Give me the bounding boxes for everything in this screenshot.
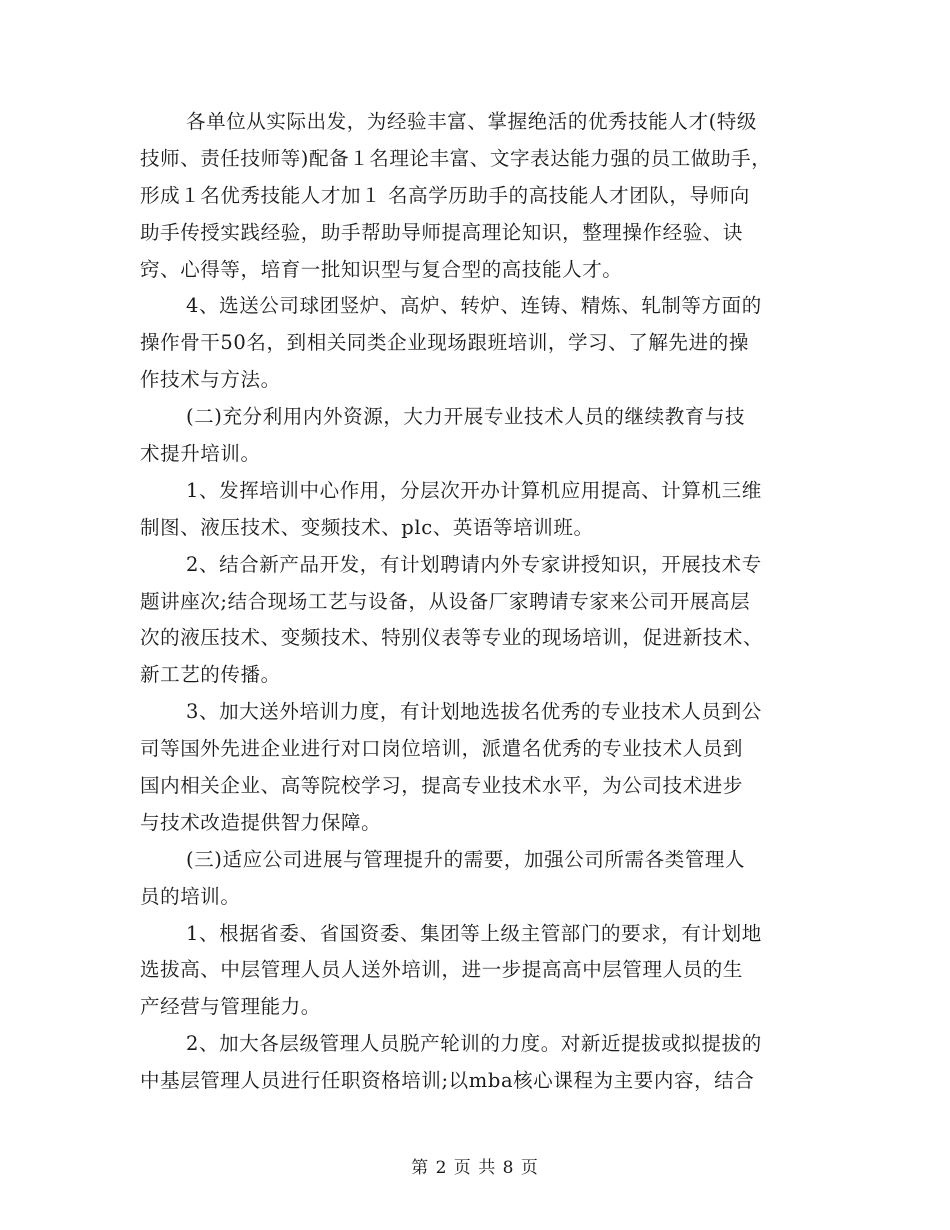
paragraph-line: 2、结合新产品开发，有计划聘请内外专家讲授知识，开展技术专 (186, 552, 762, 576)
paragraph-line: 与技术改造提供智力保障。 (140, 810, 382, 834)
paragraph-line: 助手传授实践经验，助手帮助导师提高理论知识，整理操作经验、诀 (140, 220, 744, 244)
page-number-footer: 第 2 页 共 8 页 (411, 1158, 539, 1178)
paragraph-line: 3、加大送外培训力度，有计划地选拔名优秀的专业技术人员到公 (186, 700, 762, 724)
paragraph-line: 各单位从实际出发，为经验丰富、掌握绝活的优秀技能人才(特级 (186, 110, 758, 133)
paragraph-line: 1、根据省委、省国资委、集团等上级主管部门的要求，有计划地 (186, 921, 762, 945)
paragraph-line: 1、发挥培训中心作用，分层次开办计算机应用提高、计算机三维 (186, 478, 762, 502)
paragraph-line: 操作骨干50名，到相关同类企业现场跟班培训，学习、了解先进的操 (140, 331, 749, 355)
document-body (140, 104, 808, 1100)
paragraph-line: 国内相关企业、高等院校学习，提高专业技术水平，为公司技术进步 (140, 774, 744, 798)
paragraph-line: 制图、液压技术、变频技术、plc、英语等培训班。 (140, 515, 594, 539)
paragraph-line: 4、选送公司球团竖炉、高炉、转炉、连铸、精炼、轧制等方面的 (186, 294, 762, 318)
paragraph-line: 窍、心得等，培育一批知识型与复合型的高技能人才。 (140, 257, 623, 281)
paragraph-line: 选拔高、中层管理人员人送外培训，进一步提高高中层管理人员的生 (140, 958, 744, 982)
paragraph-line: 形成１名优秀技能人才加１ 名高学历助手的高技能人才团队，导师向 (140, 183, 750, 207)
paragraph-line: 2、加大各层级管理人员脱产轮训的力度。对新近提拔或拟提拔的 (186, 1032, 762, 1056)
paragraph-line: 次的液压技术、变频技术、特别仪表等专业的现场培训，促进新技术、 (140, 626, 764, 650)
paragraph-line: 中基层管理人员进行任职资格培训;以mba核心课程为主要内容，结合 (140, 1069, 755, 1093)
paragraph-line: 技师、责任技师等)配备１名理论丰富、文字表达能力强的员工做助手， (140, 146, 772, 170)
section-heading-line: 员的培训。 (140, 884, 241, 908)
paragraph-line: 产经营与管理能力。 (140, 995, 321, 1019)
section-heading-line: (三)适应公司进展与管理提升的需要，加强公司所需各类管理人 (186, 847, 746, 871)
paragraph-line: 作技术与方法。 (140, 368, 281, 392)
paragraph-line: 新工艺的传播。 (140, 663, 281, 687)
paragraph-line: 司等国外先进企业进行对口岗位培训，派遣名优秀的专业技术人员到 (140, 737, 744, 761)
section-heading-line: (二)充分利用内外资源，大力开展专业技术人员的继续教育与技 (186, 405, 746, 429)
paragraph-line: 题讲座次;结合现场工艺与设备，从设备厂家聘请专家来公司开展高层 (140, 589, 751, 613)
section-heading-line: 术提升培训。 (140, 442, 261, 466)
